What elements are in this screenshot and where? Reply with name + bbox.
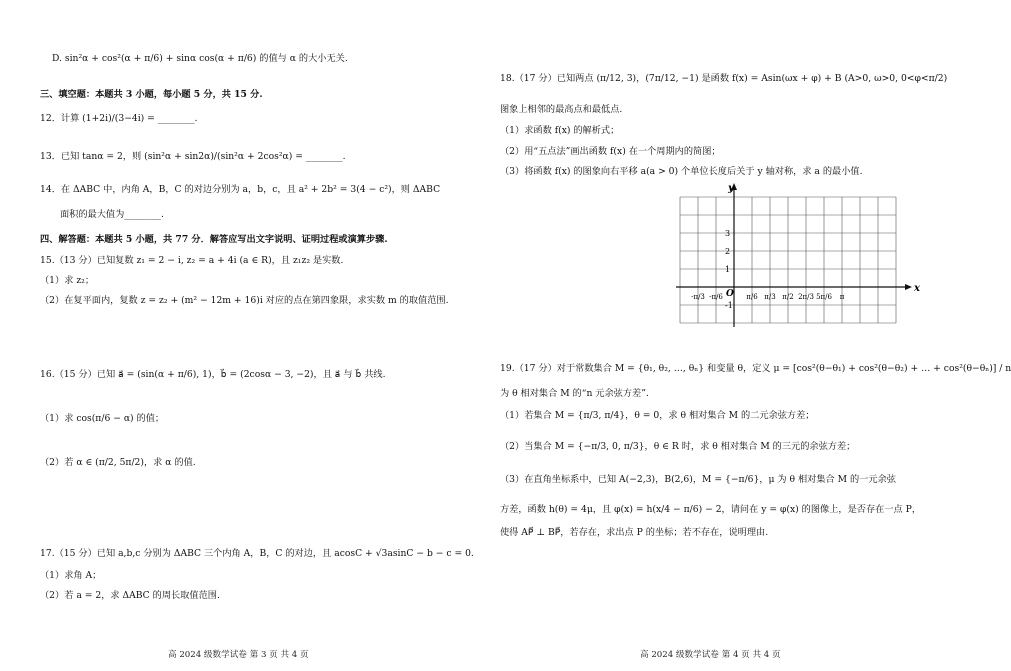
x-axis-label: x bbox=[914, 283, 920, 294]
x-tick-label: -π/6 bbox=[709, 293, 723, 301]
question-19-stem-2: 为 θ 相对集合 M 的“n 元余弦方差”. bbox=[500, 388, 649, 399]
x-tick-label: π bbox=[839, 293, 845, 301]
question-16-stem: 16.（15 分）已知 a⃗ = (sin(α + π/6), 1)，b⃗ = (2cosα − 3, −2)，且 a⃗ 与 b⃗ 共线. bbox=[40, 369, 386, 380]
footer-page-4: 高 2024 级数学试卷 第 4 页 共 4 页 bbox=[640, 650, 781, 660]
question-19-part3-b: 方差，函数 h(θ) = 4μ，且 φ(x) = h(x/4 − π/6) − 2，请问在 y = φ(x) 的图像上，是否存在一点 P， bbox=[500, 504, 922, 515]
y-tick-label: 3 bbox=[725, 229, 731, 238]
x-tick-label: -π/3 bbox=[691, 293, 705, 301]
y-tick-label: 1 bbox=[725, 265, 731, 274]
question-18-part3: （3）将函数 f(x) 的图象向右平移 a(a > 0) 个单位长度后关于 y 轴对称，求 a 的最小值. bbox=[500, 166, 863, 177]
x-tick-label: 2π/3 bbox=[798, 293, 814, 301]
question-19-part3: （3）在直角坐标系中，已知 A(−2,3)，B(2,6)，M = {−π/6}，μ 为 θ 相对集合 M 的一元余弦 bbox=[500, 474, 896, 485]
question-17-part1: （1）求角 A； bbox=[40, 570, 102, 581]
question-16-part2: （2）若 α ∈ (π/2, 5π/2)，求 α 的值. bbox=[40, 457, 196, 468]
y-axis-label: y bbox=[728, 183, 734, 194]
question-19-part2: （2）当集合 M = {−π/3, 0, π/3}，θ ∈ R 时，求 θ 相对集合 M 的三元的余弦方差； bbox=[500, 441, 856, 452]
section3-title: 三、填空题：本题共 3 小题，每小题 5 分，共 15 分. bbox=[40, 89, 263, 100]
x-tick-label: 5π/6 bbox=[816, 293, 832, 301]
page-left bbox=[0, 0, 475, 671]
question-12: 12．计算 (1+2i)/(3−4i) = ________. bbox=[40, 113, 198, 124]
page-right bbox=[475, 0, 1011, 671]
question-19-part1: （1）若集合 M = {π/3, π/4}，θ = 0，求 θ 相对集合 M 的二元余弦方差； bbox=[500, 410, 815, 421]
question-15-stem: 15.（13 分）已知复数 z₁ = 2 − i, z₂ = a + 4i (a ∈ R)，且 z₁z₂ 是实数. bbox=[40, 255, 344, 266]
question-18-part2: （2）用“五点法”画出函数 f(x) 在一个周期内的简图； bbox=[500, 146, 721, 157]
x-tick-label: π/6 bbox=[746, 293, 758, 301]
question-18-part1: （1）求函数 f(x) 的解析式； bbox=[500, 125, 620, 136]
question-18-stem: 18.（17 分）已知两点 (π/12, 3)，(7π/12, −1) 是函数 f(x) = Asin(ωx + φ) + B (A>0, ω>0, 0<φ<π/2) bbox=[500, 73, 948, 84]
coordinate-grid bbox=[680, 180, 920, 328]
option-d: D. sin²α + cos²(α + π/6) + sinα cos(α + π/6) 的值与 α 的大小无关. bbox=[52, 53, 348, 64]
question-19-part3-c: 使得 AP⃗ ⊥ BP⃗，若存在，求出点 P 的坐标；若不存在，说明理由. bbox=[500, 527, 769, 538]
x-axis-arrow bbox=[905, 284, 912, 290]
footer-page-3: 高 2024 级数学试卷 第 3 页 共 4 页 bbox=[168, 650, 309, 660]
question-13: 13．已知 tanα = 2，则 (sin²α + sin2α)/(sin²α + 2cos²α) = ________. bbox=[40, 151, 346, 162]
origin-label: O bbox=[726, 289, 734, 299]
question-14-line2: 面积的最大值为________. bbox=[60, 209, 164, 220]
question-16-part1: （1）求 cos(π/6 − α) 的值； bbox=[40, 413, 165, 424]
y-tick-label: 2 bbox=[725, 247, 731, 256]
section4-title: 四、解答题：本题共 5 小题，共 77 分．解答应写出文字说明、证明过程或演算步骤. bbox=[40, 234, 388, 245]
question-19-stem: 19.（17 分）对于常数集合 M = {θ₁, θ₂, …, θₙ} 和变量 θ，定义 μ = [cos²(θ−θ₁) + cos²(θ−θ₂) + … + cos²(θ−θₙ)] / n bbox=[500, 363, 1011, 374]
question-15-part2: （2）在复平面内，复数 z = z₂ + (m² − 12m + 16)i 对应的点在第四象限，求实数 m 的取值范围. bbox=[40, 295, 449, 306]
question-17-part2: （2）若 a = 2，求 ΔABC 的周长取值范围. bbox=[40, 590, 220, 601]
y-tick-label: -1 bbox=[725, 301, 733, 310]
x-tick-label: π/2 bbox=[782, 293, 794, 301]
coordinate-grid-svg bbox=[680, 180, 920, 325]
x-tick-label: π/3 bbox=[764, 293, 776, 301]
question-14-line1: 14．在 ΔABC 中，内角 A，B，C 的对边分别为 a，b，c，且 a² + 2b² = 3(4 − c²)，则 ΔABC bbox=[40, 184, 441, 195]
question-15-part1: （1）求 z₂； bbox=[40, 275, 95, 286]
question-18-stem-2: 图象上相邻的最高点和最低点. bbox=[500, 104, 623, 115]
question-17-stem: 17.（15 分）已知 a,b,c 分别为 ΔABC 三个内角 A，B，C 的对边，且 acosC + √3asinC − b − c = 0. bbox=[40, 548, 474, 559]
